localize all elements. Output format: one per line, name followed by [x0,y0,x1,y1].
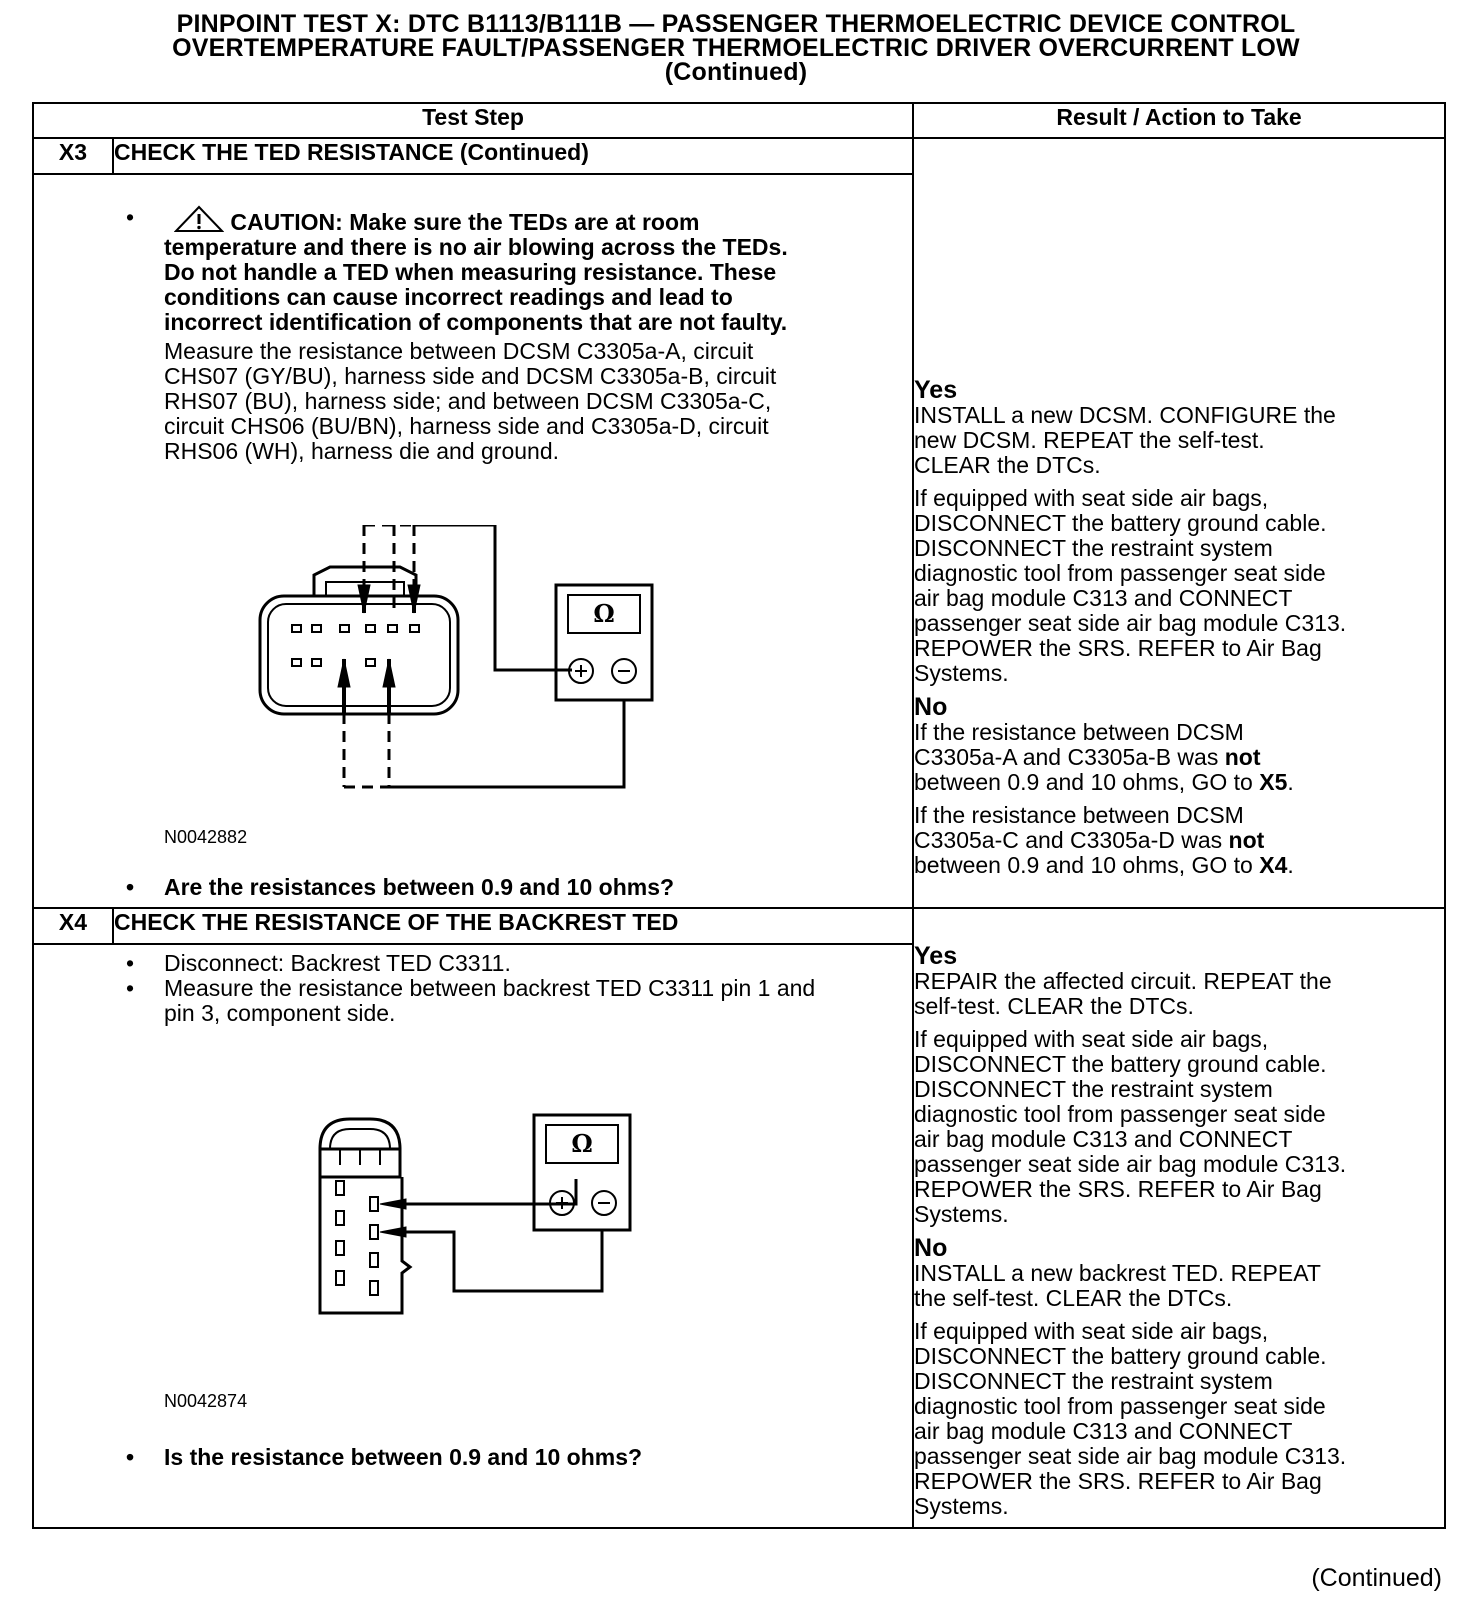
bullet: • [126,874,135,900]
ohm-symbol: Ω [593,599,615,628]
x4-step-measure [126,975,904,1027]
x3-airbag-line: DISCONNECT the restraint system [914,535,1273,561]
step-body-x4 [33,944,913,1528]
x3-no1-not: not [1224,744,1261,770]
x4-question [126,1444,643,1471]
x4-no-action [914,1261,1444,1311]
x3-airbag-note [914,486,1444,686]
x3-no-action-2: If the resistance between DCSM C3305a-C and C3305a-D was not between 0.9 and 10 ohms, GO to X4. [914,803,1444,878]
measure-line: CHS07 (GY/BU), harness side and DCSM C3305a-B, circuit [164,363,777,389]
figure-code-n0042882: N0042882 [164,827,248,847]
x4-airbag-note [914,1027,1444,1227]
ohm-symbol: Ω [571,1129,593,1159]
x4-no-line: INSTALL a new backrest TED. REPEAT [914,1260,1321,1286]
x3-airbag-line: diagnostic tool from passenger seat side [914,560,1326,586]
x3-yes-label: Yes [914,376,958,404]
x4-question-text: Is the resistance between 0.9 and 10 ohms? [164,1444,643,1471]
header-line-2: OVERTEMPERATURE FAULT/PASSENGER THERMOELECTRIC DRIVER OVERCURRENT LOW [172,34,1300,62]
result-cell-x3 [913,138,1445,908]
backrest-ted-connector [320,1119,410,1313]
x3-no1-line: If the resistance between DCSM [914,719,1244,745]
x4-airbag-line: DISCONNECT the restraint system [914,1076,1273,1102]
measure-line: Measure the resistance between DCSM C3305a-A, circuit [164,338,754,364]
x3-goto-x4-link[interactable]: X4 [1259,852,1288,878]
bullet: • [126,950,135,977]
x4-airbag-line: air bag module C313 and CONNECT [914,1126,1293,1152]
x4-airbag-line: REPOWER the SRS. REFER to Air Bag [914,1176,1322,1202]
step-body-x3 [33,174,913,908]
x3-airbag-line: REPOWER the SRS. REFER to Air Bag [914,635,1322,661]
result-cell-x4 [913,908,1445,1528]
bullet: • [126,204,135,230]
pinpoint-test-table [32,102,1446,1529]
x3-no1-line: between 0.9 and 10 ohms, GO to [914,769,1253,795]
warning-icon [174,205,224,233]
x4-yes-line: self-test. CLEAR the DTCs. [914,993,1194,1019]
column-header-test-step: Test Step [33,103,913,138]
step-title-x4: CHECK THE RESISTANCE OF THE BACKREST TED [113,908,913,944]
x4-yes-action [914,969,1444,1019]
step-id-x3: X3 [33,138,113,174]
x3-yes-line: CLEAR the DTCs. [914,452,1101,478]
x4-yes-label: Yes [914,942,958,970]
x3-no2-line: between 0.9 and 10 ohms, GO to [914,852,1253,878]
figure-code-n0042874: N0042874 [164,1391,248,1412]
caution-line: Do not handle a TED when measuring resistance. These [164,259,777,285]
x4-airbag-line: If equipped with seat side air bags, [914,1026,1269,1052]
step-id-x4: X4 [33,908,113,944]
x3-airbag-line: Systems. [914,660,1009,686]
x3-no2-line: If the resistance between DCSM [914,802,1244,828]
x3-question-text: Are the resistances between 0.9 and 10 ohms? [164,874,675,900]
x4-no-airbag-line: REPOWER the SRS. REFER to Air Bag [914,1468,1322,1494]
x4-no-line: the self-test. CLEAR the DTCs. [914,1285,1233,1311]
measure-line: circuit CHS06 (BU/BN), harness side and C3305a-D, circuit [164,413,769,439]
x4-no-label: No [914,1234,948,1262]
x3-airbag-line: DISCONNECT the battery ground cable. [914,510,1327,536]
measure-line: RHS07 (BU), harness side; and between DCSM C3305a-C, [164,388,772,414]
x4-no-airbag-line: air bag module C313 and CONNECT [914,1418,1293,1444]
measure-line: RHS06 (WH), harness die and ground. [164,438,560,464]
x4-no-airbag-line: diagnostic tool from passenger seat side [914,1393,1326,1419]
step-title-x3: CHECK THE TED RESISTANCE (Continued) [113,138,913,174]
x4-yes-line: REPAIR the affected circuit. REPEAT the [914,968,1332,994]
x4-step-disconnect [126,950,904,977]
x3-caution [126,204,884,464]
x4-no-airbag-line: If equipped with seat side air bags, [914,1318,1269,1344]
footer-continued: (Continued) [1311,1564,1442,1592]
bullet: • [126,975,135,1002]
probe-leads [380,1179,602,1291]
x3-question [126,874,675,900]
x3-no2-not: not [1228,827,1265,853]
x4-no-airbag-line: passenger seat side air bag module C313. [914,1443,1347,1469]
x4-no-airbag-note [914,1319,1444,1519]
x4-airbag-line: diagnostic tool from passenger seat side [914,1101,1326,1127]
x4-airbag-line: Systems. [914,1201,1009,1227]
caution-line: conditions can cause incorrect readings and lead to [164,284,733,310]
x3-no2-line: C3305a-C and C3305a-D was [914,827,1223,853]
x4-airbag-line: passenger seat side air bag module C313. [914,1151,1347,1177]
caution-line: incorrect identification of components that are not faulty. [164,309,788,335]
x3-no-action-1: If the resistance between DCSM C3305a-A and C3305a-B was not between 0.9 and 10 ohms, GO to X5. [914,720,1444,795]
caution-line: temperature and there is no air blowing across the TEDs. [164,234,788,260]
x3-yes-line: INSTALL a new DCSM. CONFIGURE the [914,402,1336,428]
x3-goto-x5-link[interactable]: X5 [1259,769,1288,795]
x3-airbag-line: air bag module C313 and CONNECT [914,585,1293,611]
x4-step1-text: Disconnect: Backrest TED C3311. [164,950,511,977]
x4-no-airbag-line: DISCONNECT the battery ground cable. [914,1343,1327,1369]
x4-airbag-line: DISCONNECT the battery ground cable. [914,1051,1327,1077]
caution-line: Make sure the TEDs are at room [349,209,700,235]
x4-no-airbag-line: DISCONNECT the restraint system [914,1368,1273,1394]
x3-airbag-line: passenger seat side air bag module C313. [914,610,1347,636]
header-line-1: PINPOINT TEST X: DTC B1113/B111B — PASSENGER THERMOELECTRIC DEVICE CONTROL [176,10,1296,38]
dcsm-connector-diagram [254,525,694,805]
probe-leads [338,525,624,787]
x3-no1-line: C3305a-A and C3305a-B was [914,744,1219,770]
x3-yes-line: new DCSM. REPEAT the self-test. [914,427,1265,453]
x3-no-label: No [914,693,948,721]
caution-label: CAUTION: [230,209,343,235]
x4-step2-line: pin 3, component side. [164,1000,396,1027]
x4-step2-line: Measure the resistance between backrest TED C3311 pin 1 and [164,975,816,1002]
column-header-result: Result / Action to Take [913,103,1445,138]
bullet: • [126,1444,135,1471]
header-line-3: (Continued) [664,58,808,86]
x3-yes-action [914,403,1444,478]
page-header [0,12,1472,84]
x3-airbag-line: If equipped with seat side air bags, [914,485,1269,511]
x4-no-airbag-line: Systems. [914,1493,1009,1519]
backrest-ted-connector-diagram [314,1113,654,1333]
